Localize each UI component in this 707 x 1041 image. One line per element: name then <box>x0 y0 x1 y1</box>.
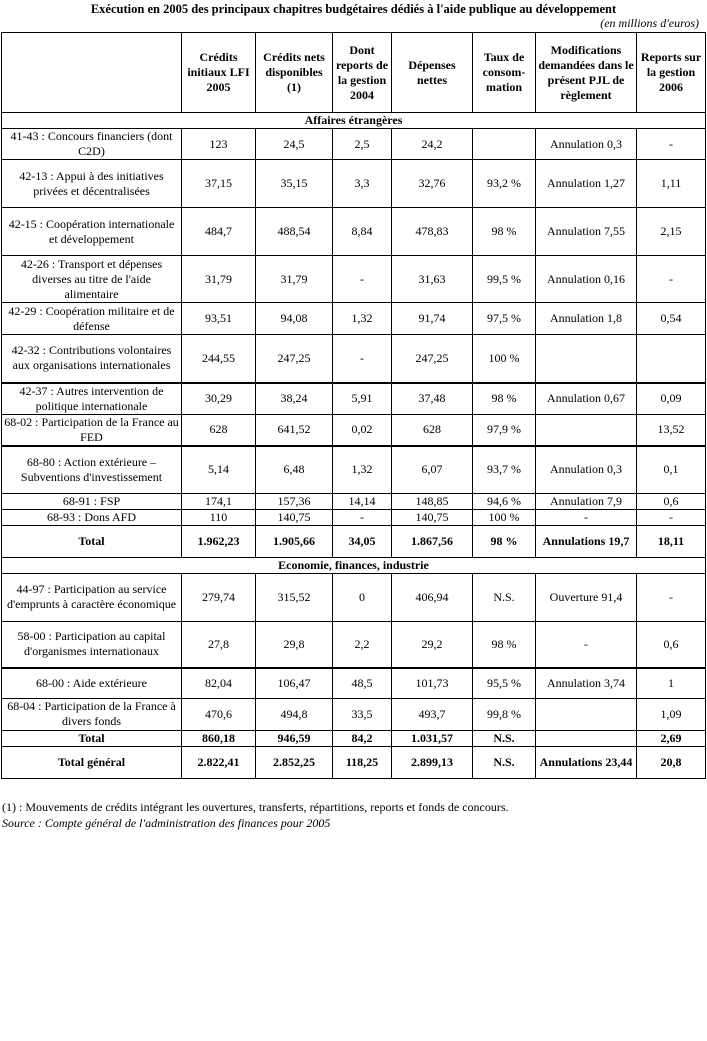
cell: Dont reports de la gestion 2004 <box>333 33 392 113</box>
row-label: 68-00 : Aide extérieure <box>2 668 182 698</box>
table-row <box>2 303 706 335</box>
cell: 493,7 <box>392 698 473 730</box>
cell: 123 <box>182 129 256 160</box>
cell: 315,52 <box>256 573 333 621</box>
cell: 140,75 <box>256 509 333 525</box>
section-title: Economie, finances, industrie <box>2 557 706 573</box>
cell: 37,48 <box>392 383 473 415</box>
cell: - <box>637 509 706 525</box>
cell: 14,14 <box>333 493 392 509</box>
cell: - <box>637 129 706 160</box>
row-label: Total <box>2 525 182 557</box>
row-label: 68-04 : Participation de la France à divers fonds <box>2 698 182 730</box>
cell: Annulations 23,44 <box>536 746 637 778</box>
cell: Annulation 1,8 <box>536 303 637 335</box>
cell: 0,1 <box>637 446 706 493</box>
cell: 93,51 <box>182 303 256 335</box>
cell: - <box>637 573 706 621</box>
cell: 48,5 <box>333 668 392 698</box>
cell: 488,54 <box>256 208 333 256</box>
cell: 279,74 <box>182 573 256 621</box>
cell: 29,8 <box>256 621 333 668</box>
cell: N.S. <box>473 746 536 778</box>
cell: Annulation 0,16 <box>536 256 637 303</box>
cell: 641,52 <box>256 414 333 446</box>
cell: 2,2 <box>333 621 392 668</box>
table-row <box>2 129 706 160</box>
cell: 82,04 <box>182 668 256 698</box>
cell: Annulations 19,7 <box>536 525 637 557</box>
cell: Dépenses nettes <box>392 33 473 113</box>
cell: 97,5 % <box>473 303 536 335</box>
table-row <box>2 33 706 113</box>
cell: Crédits initiaux LFI 2005 <box>182 33 256 113</box>
cell: 33,5 <box>333 698 392 730</box>
cell: 84,2 <box>333 730 392 746</box>
cell: 93,2 % <box>473 160 536 208</box>
cell: Crédits nets disponibles (1) <box>256 33 333 113</box>
cell: 34,05 <box>333 525 392 557</box>
cell: 31,79 <box>182 256 256 303</box>
cell: 478,83 <box>392 208 473 256</box>
cell: 247,25 <box>256 335 333 383</box>
cell: 98 % <box>473 383 536 415</box>
cell: 628 <box>392 414 473 446</box>
cell: 5,91 <box>333 383 392 415</box>
cell: 2,5 <box>333 129 392 160</box>
cell: - <box>333 256 392 303</box>
cell: 97,9 % <box>473 414 536 446</box>
cell: 94,6 % <box>473 493 536 509</box>
cell: 37,15 <box>182 160 256 208</box>
cell: Annulation 1,27 <box>536 160 637 208</box>
cell: 157,36 <box>256 493 333 509</box>
cell: 98 % <box>473 208 536 256</box>
cell <box>637 335 706 383</box>
cell: 1.962,23 <box>182 525 256 557</box>
row-label: 42-37 : Autres intervention de politique internationale <box>2 383 182 415</box>
table-row <box>2 208 706 256</box>
row-label: 68-91 : FSP <box>2 493 182 509</box>
cell: 91,74 <box>392 303 473 335</box>
table-row <box>2 446 706 493</box>
row-label: 41-43 : Concours financiers (dont C2D) <box>2 129 182 160</box>
table-row <box>2 335 706 383</box>
cell: 0,6 <box>637 621 706 668</box>
cell: 244,55 <box>182 335 256 383</box>
row-label: Total général <box>2 746 182 778</box>
cell: 2.822,41 <box>182 746 256 778</box>
cell: 470,6 <box>182 698 256 730</box>
cell: - <box>536 621 637 668</box>
table-row <box>2 668 706 698</box>
cell: Reports sur la gestion 2006 <box>637 33 706 113</box>
section-header <box>2 113 706 129</box>
cell: 100 % <box>473 509 536 525</box>
cell: 3,3 <box>333 160 392 208</box>
cell: 1.031,57 <box>392 730 473 746</box>
cell: 2.899,13 <box>392 746 473 778</box>
cell: 27,8 <box>182 621 256 668</box>
cell: - <box>333 335 392 383</box>
cell: 1,11 <box>637 160 706 208</box>
row-label: 58-00 : Participation au capital d'organismes internationaux <box>2 621 182 668</box>
cell <box>473 129 536 160</box>
row-label: 42-29 : Coopération militaire et de défense <box>2 303 182 335</box>
cell: 5,14 <box>182 446 256 493</box>
row-label: 68-02 : Participation de la France au FED <box>2 414 182 446</box>
row-label: 42-15 : Coopération internationale et développement <box>2 208 182 256</box>
cell: 98 % <box>473 525 536 557</box>
cell: 8,84 <box>333 208 392 256</box>
cell: Annulation 0,3 <box>536 129 637 160</box>
cell: 0 <box>333 573 392 621</box>
cell: 1,09 <box>637 698 706 730</box>
cell: 100 % <box>473 335 536 383</box>
table-row <box>2 730 706 746</box>
cell: Ouverture 91,4 <box>536 573 637 621</box>
cell: 31,79 <box>256 256 333 303</box>
cell: Annulation 0,3 <box>536 446 637 493</box>
cell: 174,1 <box>182 493 256 509</box>
cell: 946,59 <box>256 730 333 746</box>
cell: 101,73 <box>392 668 473 698</box>
cell: - <box>536 509 637 525</box>
cell: - <box>637 256 706 303</box>
cell: Modifications demandées dans le présent PJL de règlement <box>536 33 637 113</box>
row-label <box>2 33 182 113</box>
cell: Annulation 0,67 <box>536 383 637 415</box>
cell: 99,5 % <box>473 256 536 303</box>
cell: 32,76 <box>392 160 473 208</box>
table-row <box>2 621 706 668</box>
cell: 93,7 % <box>473 446 536 493</box>
table-title: Exécution en 2005 des principaux chapitres budgétaires dédiés à l'aide publique au développement <box>90 2 617 16</box>
cell: 99,8 % <box>473 698 536 730</box>
table-row <box>2 383 706 415</box>
cell <box>536 335 637 383</box>
cell: 13,52 <box>637 414 706 446</box>
cell: 1,32 <box>333 446 392 493</box>
cell: 6,48 <box>256 446 333 493</box>
cell: 6,07 <box>392 446 473 493</box>
row-label: 44-97 : Participation au service d'emprunts à caractère économique <box>2 573 182 621</box>
table-row <box>2 525 706 557</box>
section-title: Affaires étrangères <box>2 113 706 129</box>
cell: 860,18 <box>182 730 256 746</box>
cell: 35,15 <box>256 160 333 208</box>
section-header <box>2 557 706 573</box>
cell: 628 <box>182 414 256 446</box>
cell: 31,63 <box>392 256 473 303</box>
cell: Annulation 3,74 <box>536 668 637 698</box>
cell: 0,02 <box>333 414 392 446</box>
cell: 1,32 <box>333 303 392 335</box>
table-row <box>2 256 706 303</box>
table-row <box>2 509 706 525</box>
cell: 24,5 <box>256 129 333 160</box>
cell: Annulation 7,55 <box>536 208 637 256</box>
cell: N.S. <box>473 573 536 621</box>
table-row <box>2 493 706 509</box>
cell: 38,24 <box>256 383 333 415</box>
table-row <box>2 414 706 446</box>
cell: 406,94 <box>392 573 473 621</box>
budget-table <box>1 32 706 779</box>
cell: 2.852,25 <box>256 746 333 778</box>
cell: 0,6 <box>637 493 706 509</box>
cell: 95,5 % <box>473 668 536 698</box>
cell: 110 <box>182 509 256 525</box>
cell: 494,8 <box>256 698 333 730</box>
cell: 106,47 <box>256 668 333 698</box>
cell: 30,29 <box>182 383 256 415</box>
cell: 18,11 <box>637 525 706 557</box>
cell: 98 % <box>473 621 536 668</box>
footnote: (1) : Mouvements de crédits intégrant les ouvertures, transferts, répartitions, reports et fonds de concours. <box>2 800 509 814</box>
cell: 148,85 <box>392 493 473 509</box>
cell: 118,25 <box>333 746 392 778</box>
cell: 2,15 <box>637 208 706 256</box>
cell: 24,2 <box>392 129 473 160</box>
cell: Annulation 7,9 <box>536 493 637 509</box>
row-label: 42-26 : Transport et dépenses diverses au titre de l'aide alimentaire <box>2 256 182 303</box>
cell <box>536 414 637 446</box>
cell <box>536 698 637 730</box>
cell: 20,8 <box>637 746 706 778</box>
cell: - <box>333 509 392 525</box>
row-label: 42-32 : Contributions volontaires aux organisations internationales <box>2 335 182 383</box>
table-row <box>2 698 706 730</box>
cell: 1 <box>637 668 706 698</box>
cell: 140,75 <box>392 509 473 525</box>
cell: 29,2 <box>392 621 473 668</box>
cell: 0,54 <box>637 303 706 335</box>
cell: 1.867,56 <box>392 525 473 557</box>
cell: 484,7 <box>182 208 256 256</box>
source-note: Source : Compte général de l'administration des finances pour 2005 <box>2 816 331 830</box>
cell: 1.905,66 <box>256 525 333 557</box>
cell: 2,69 <box>637 730 706 746</box>
row-label: Total <box>2 730 182 746</box>
table-row <box>2 746 706 778</box>
unit-note: (en millions d'euros) <box>600 16 699 30</box>
table-row <box>2 160 706 208</box>
cell: 247,25 <box>392 335 473 383</box>
cell <box>536 730 637 746</box>
row-label: 42-13 : Appui à des initiatives privées et décentralisées <box>2 160 182 208</box>
row-label: 68-93 : Dons AFD <box>2 509 182 525</box>
cell: Taux de consom-mation <box>473 33 536 113</box>
cell: 94,08 <box>256 303 333 335</box>
cell: 0,09 <box>637 383 706 415</box>
cell: N.S. <box>473 730 536 746</box>
table-row <box>2 573 706 621</box>
row-label: 68-80 : Action extérieure – Subventions d'investissement <box>2 446 182 493</box>
